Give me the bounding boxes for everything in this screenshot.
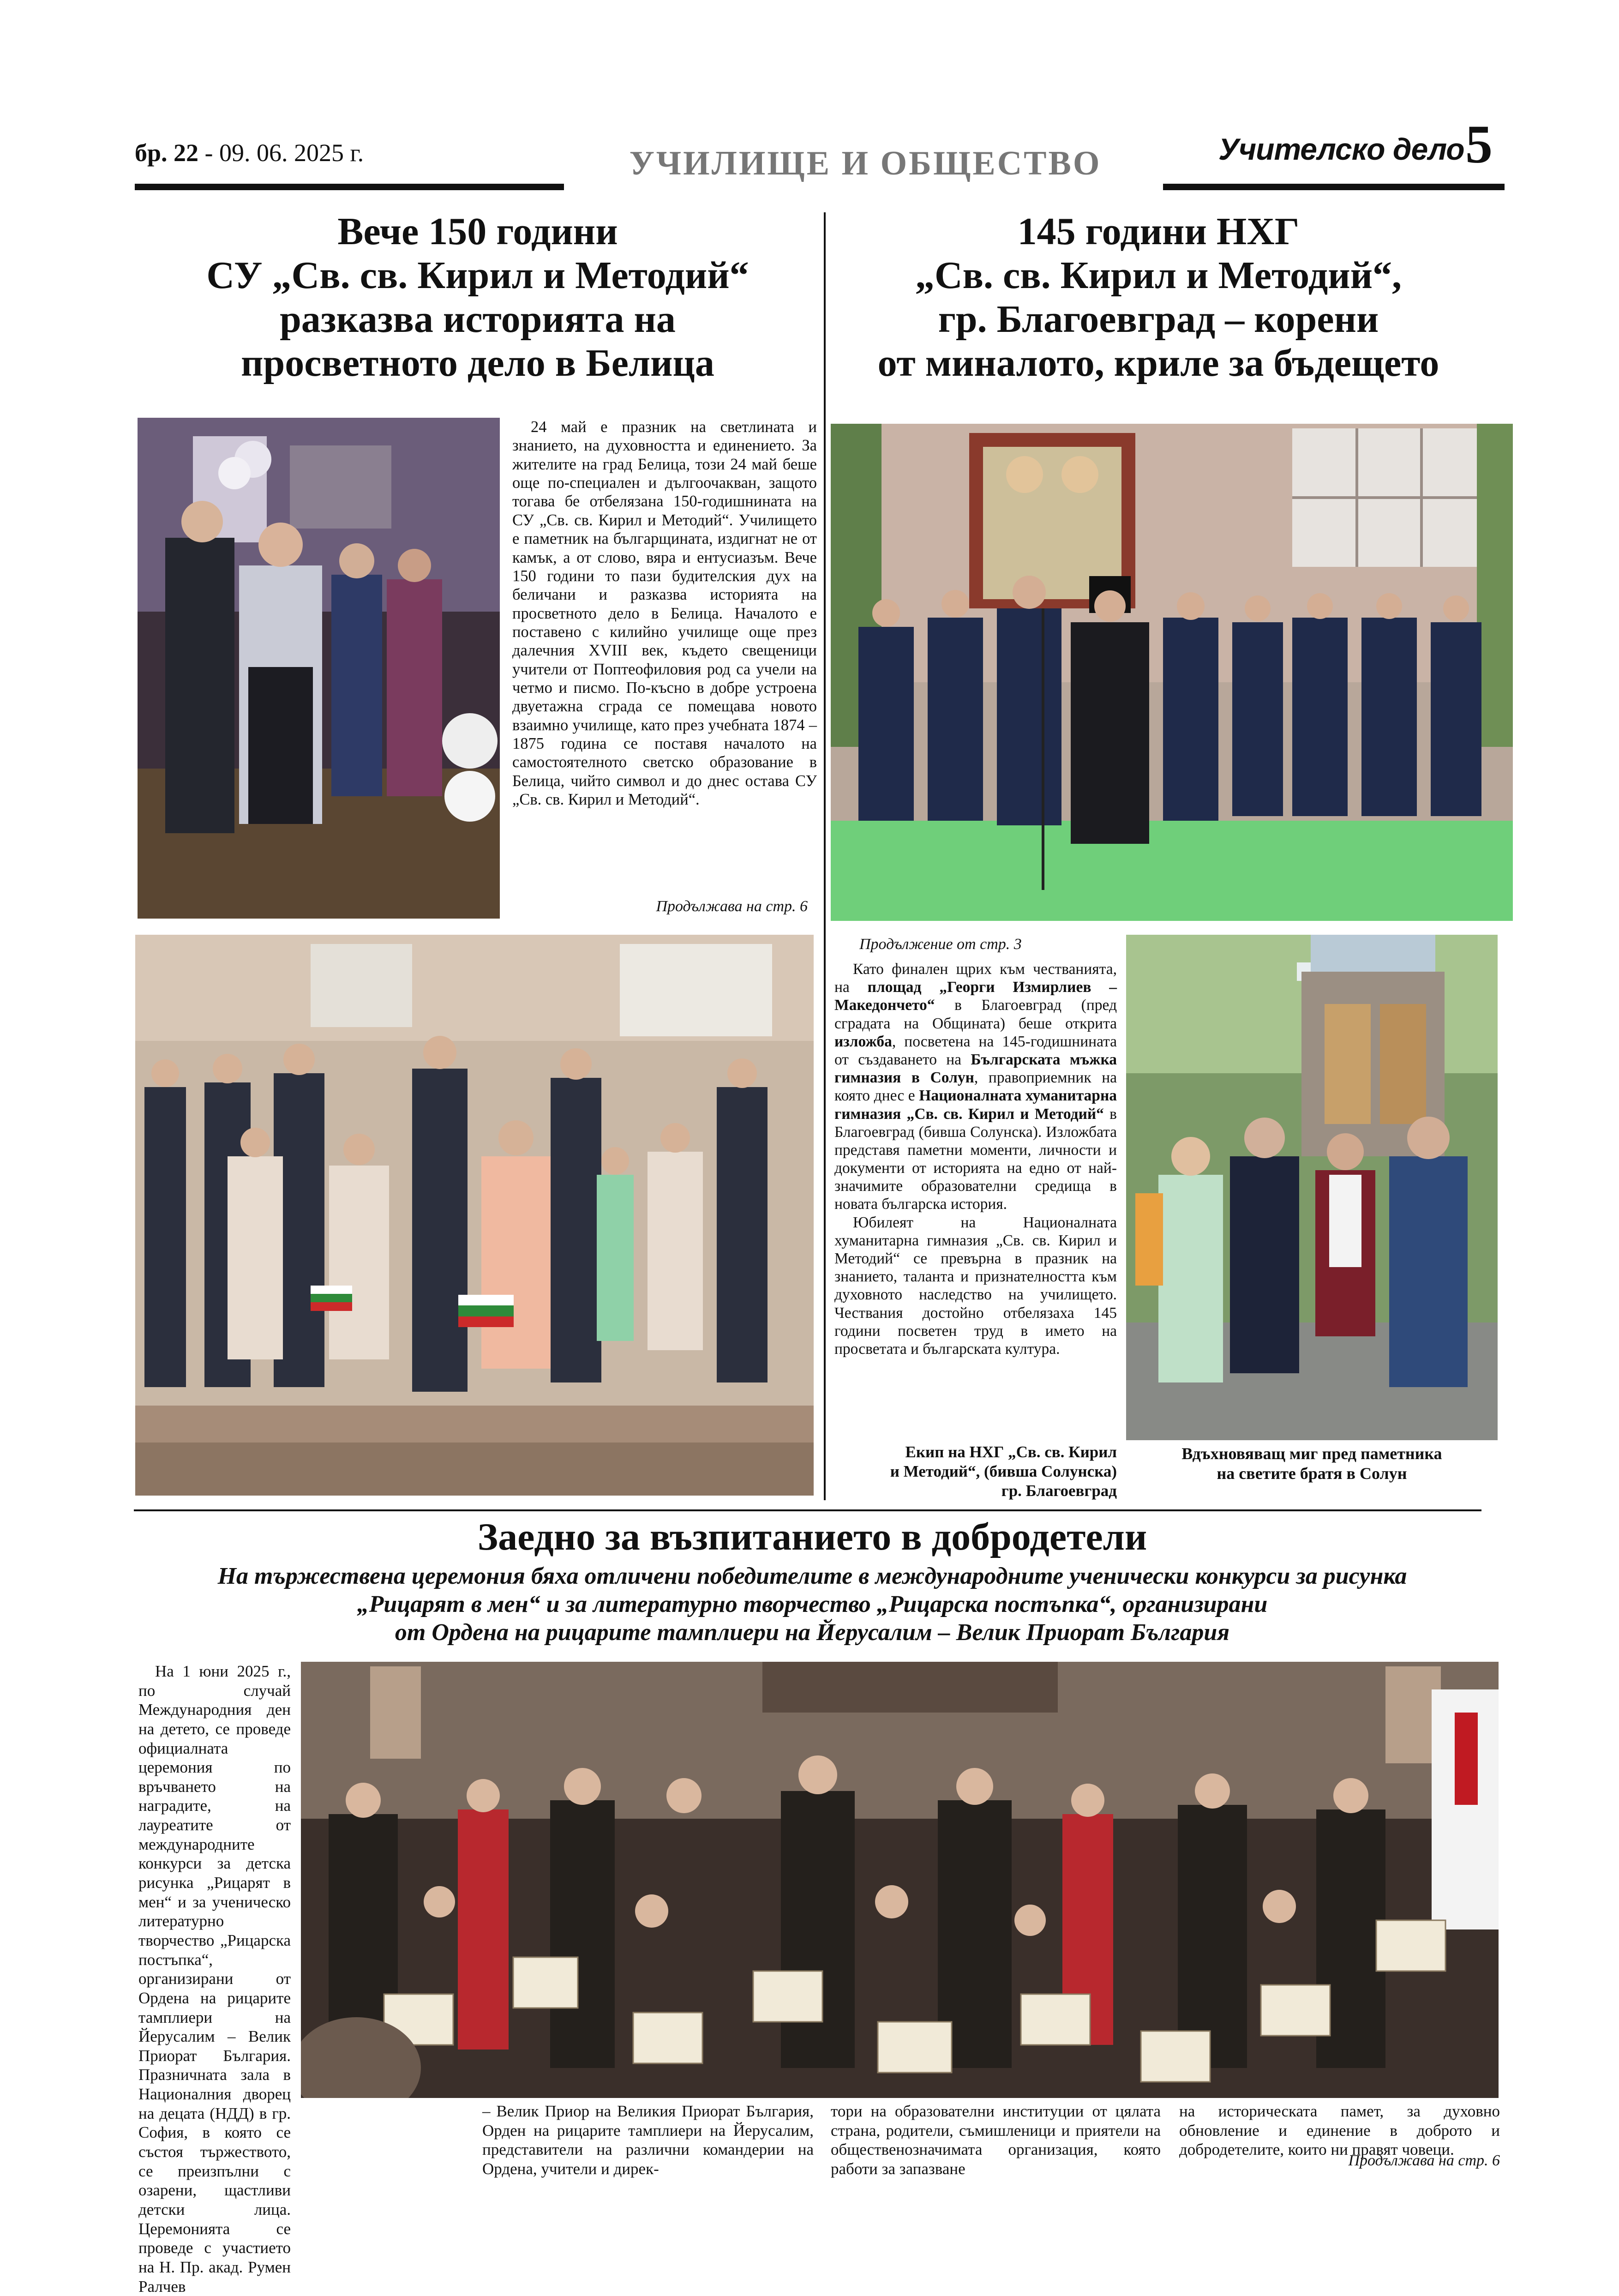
headline-line: просветното дело в Белица (241, 341, 714, 385)
photo-templar-ceremony (301, 1662, 1499, 2098)
article3-paragraph: на историческата памет, за духовно обновление и единение в доброто и добродетелите, които ни правят човеци. (1179, 2102, 1500, 2159)
subtitle-line: „Рицарят в мен“ и за литературно творчество „Рицарска постъпка“, организирани (357, 1591, 1268, 1617)
article3-subtitle (138, 1563, 1486, 1647)
signature-line: Екип на НХГ „Св. св. Кирил (905, 1443, 1117, 1461)
article2-paragraph (834, 960, 1117, 1214)
issue-date-text: - 09. 06. 2025 г. (198, 139, 364, 167)
header-rule-right (1163, 184, 1505, 190)
text-run-bold: Националната хуманитарна гимназия „Св. св. Кирил и Методий“ (834, 1087, 1117, 1123)
headline-line: гр. Благоевград – корени (938, 297, 1379, 341)
article3-column-2 (482, 2102, 814, 2179)
headline-line: Заедно за възпитанието в добродетели (477, 1515, 1147, 1558)
text-run: , правоприемник на която днес е (834, 1069, 1117, 1105)
article3-paragraph: – Велик Приор на Великия Приорат България, Орден на рицарите тамплиери на Йерусалим, представители на различни командерии на Ордена, учители и дирек- (482, 2102, 814, 2178)
article3-paragraph: тори на образователни институции от цялата страна, родители, съмишленици и приятели на общественозначимата организация, която работи за запазване (831, 2102, 1161, 2178)
article2-body (834, 960, 1117, 1358)
headline-line: Вече 150 години (337, 210, 618, 253)
article3-column-4 (1179, 2102, 1500, 2159)
headline-line: разказва историята на (280, 297, 676, 341)
subtitle-line: На тържествена церемония бяха отличени победителите в международните ученически конкурси за рисунка (217, 1563, 1407, 1589)
signature-line: гр. Благоевград (1001, 1482, 1117, 1500)
signature-line: и Методий“, (бивша Солунска) (890, 1462, 1117, 1480)
text-run: Като финален щрих към честванията, на (834, 961, 1117, 996)
article1-paragraph: 24 май е празник на светлината и знанието, на духовността и единението. За жителите на град Белица, този 24 май беше още по-специален и дългоочакван, защото тогава бе отбелязана 150-годишнината на СУ „Св. св. Кирил и Методий“. Училището е паметник на българщината, издигнат не от камък, а от слово, вяра и ентусиазъм. Вече 150 години то пази будителския дух на беличани и разказва историята на просветното дело в Белица. Началото е поставено с килийно училище още през далечния XVIII век, където свещеници учители от Поптеофиловия род са учели на четмо и писмо. По-късно в добре устроена двуетажна сграда се помещава новото взаимно училище, като през учебната 1874 – 1875 година се поставя началото на самостоятелното светско образование в Белица, чийто символ и до днес остава СУ „Св. св. Кирил и Методий“. (512, 418, 817, 809)
article1-body (512, 418, 817, 809)
headline-line: 145 години НХГ (1017, 210, 1300, 253)
caption-line: на светите братя в Солун (1217, 1464, 1407, 1483)
article2-photo-caption (1126, 1444, 1498, 1484)
section-title: УЧИЛИЩЕ И ОБЩЕСТВО (629, 144, 1102, 182)
issue-number: бр. 22 (135, 139, 199, 167)
text-run: в Благоевград (бивша Солунска). Изложбата представя паметни моменти, личности и документи от историята на едно от най-значимите образователни средища в новата българска история. (834, 1105, 1117, 1213)
text-run-bold: Българската мъжка гимназия в Солун (834, 1051, 1117, 1087)
article3-column-3 (831, 2102, 1161, 2179)
article2-continued-from: Продължение от стр. 3 (859, 936, 1022, 953)
photo-monument-solun (1126, 935, 1498, 1440)
section-divider (134, 1509, 1481, 1511)
newspaper-logo: Учителско дело (1218, 132, 1464, 166)
text-run: , посветена на 145-годишнината от създаването на (834, 1033, 1117, 1068)
page-number: 5 (1465, 114, 1493, 174)
text-run-bold: площад „Георги Измирлиев – Македончето“ (834, 979, 1117, 1014)
caption-line: Вдъхновяващ миг пред паметника (1181, 1444, 1442, 1463)
article3-paragraph: На 1 юни 2025 г., по случай Международния ден на детето, се проведе официалната церемония по връчването на наградите, на лауреатите от международните конкурси за детска рисунка „Рицарят в мен“ и за ученическо литературно творчество „Рицарска постъпка“, организирани от Ордена на рицарите тамплиери на Йерусалим – Велик Приорат България. Празничната зала в Националния дворец на децата (НДД) в гр. София, в която се състоя тържеството, се преизпълни с озарени, щастливи детски лица. Церемонията се проведе с участието на Н. Пр. акад. Румен Ралчев (138, 1662, 291, 2296)
issue-date (135, 138, 364, 167)
photo-group-school (135, 935, 814, 1496)
article2-headline (831, 210, 1486, 385)
article1-continued: Продължава на стр. 6 (656, 898, 808, 915)
article1-headline (138, 210, 817, 385)
article2-signature (834, 1443, 1117, 1501)
subtitle-line: от Ордена на рицарите тамплиери на Йерусалим – Велик Приорат България (395, 1619, 1230, 1646)
text-run-bold: изложба (834, 1033, 892, 1050)
article3-headline (138, 1515, 1486, 1559)
article3-continued: Продължава на стр. 6 (1348, 2152, 1500, 2169)
photo-award-ceremony (138, 418, 500, 919)
article2-paragraph: Юбилеят на Националната хуманитарна гимназия „Св. св. Кирил и Методий“ се превърна в празник на знанието, таланта и признателността към духовното наследство на училището. Чествания достойно отбелязаха 145 години посветен труд в името на просветата и българската култура. (834, 1214, 1117, 1358)
headline-line: от миналото, криле за бъдещето (877, 341, 1439, 385)
header-rule-left (135, 184, 564, 190)
headline-line: СУ „Св. св. Кирил и Методий“ (206, 253, 749, 297)
text-run: в Благоевград (пред сградата на Общината) беше открита (834, 997, 1117, 1032)
article3-intro-column (138, 1662, 291, 2296)
column-divider (824, 212, 826, 1500)
photo-anniversary-speech (831, 424, 1513, 921)
headline-line: „Св. св. Кирил и Методий“, (915, 253, 1402, 297)
